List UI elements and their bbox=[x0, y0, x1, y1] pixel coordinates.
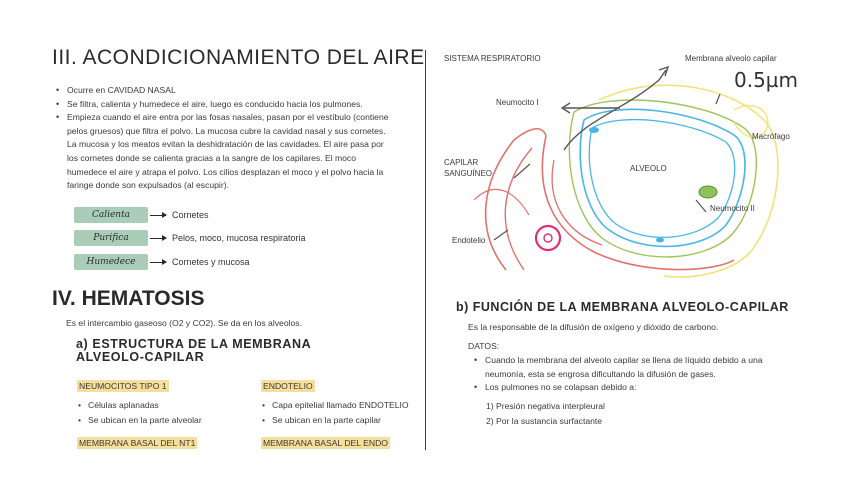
label-sanguineo: SANGUÍNEO bbox=[444, 169, 493, 178]
subsection-a-line1: a) ESTRUCTURA DE LA MEMBRANA bbox=[76, 337, 312, 351]
alveolo-capilar-diagram bbox=[434, 40, 848, 280]
label-endotelio: Endotelio bbox=[452, 236, 486, 245]
section-3-title: III. ACONDICIONAMIENTO DEL AIRE bbox=[52, 46, 425, 69]
tag-row-calienta bbox=[74, 207, 209, 223]
arrow-right-icon bbox=[150, 238, 166, 239]
neumocitos-list bbox=[78, 398, 202, 428]
tag-text: Cornetes y mucosa bbox=[172, 257, 250, 267]
section-4-intro: Es el intercambio gaseoso (O2 y CO2). Se da en los alveolos. bbox=[66, 318, 302, 328]
list-item: • Se filtra, calienta y humedece el aire, luego es conducido hacia los pulmones. bbox=[56, 98, 392, 112]
tag-row-purifica bbox=[74, 230, 306, 246]
tag-text: Cornetes bbox=[172, 210, 209, 220]
label-macrofago: Macrófago bbox=[752, 132, 790, 141]
list-item: • Se ubican en la parte capilar bbox=[262, 413, 409, 428]
subsection-a-line2: ALVEOLO-CAPILAR bbox=[76, 350, 205, 364]
section-3-bullets bbox=[56, 84, 392, 193]
section-b-title: b) FUNCIÓN DE LA MEMBRANA ALVEOLO-CAPILAR bbox=[456, 300, 789, 314]
list-item: • Células aplanadas bbox=[78, 398, 202, 413]
handwritten-measure: 0.5µm bbox=[734, 68, 799, 92]
highlight-endotelio: ENDOTELIO bbox=[263, 381, 313, 391]
tag-humedece: Humedece bbox=[74, 254, 148, 270]
highlight-membrana-endo: MEMBRANA BASAL DEL ENDO bbox=[263, 438, 388, 448]
arrow-right-icon bbox=[150, 262, 166, 263]
highlight-neumocitos: NEUMOCITOS TIPO 1 bbox=[79, 381, 167, 391]
label-alveolo: ALVEOLO bbox=[630, 164, 667, 173]
list-item: • Cuando la membrana del alveolo capilar se llena de líquido debido a una neumonía, esta se engrosa dificultando la difusión de gases. bbox=[474, 354, 764, 381]
tag-row-humedece bbox=[74, 254, 250, 270]
list-item: • Empieza cuando el aire entra por las fosas nasales, pasan por el vestíbulo (contiene pelos gruesos) que filtra el polvo. La mucosa cubre la cavidad nasal y sus cornetes. La mucosa y los meatos evitan la deshidratación de las cavidades. El aire pasa por los cornetes donde se calienta gracias a la sangre de los capilares. El moco humedece el aire y atrapa el polvo. Los cilios desplazan el moco y el polvo hacia la faringe donde son expulsados (al escupir). bbox=[56, 111, 392, 193]
list-item: 2) Por la sustancia surfactante bbox=[486, 415, 603, 426]
list-item: • Se ubican en la parte alveolar bbox=[78, 413, 202, 428]
arrow-right-icon bbox=[150, 215, 166, 216]
label-membrana: Membrana alveolo capilar bbox=[685, 54, 777, 63]
label-capilar: CAPILAR bbox=[444, 158, 479, 167]
datos-label: DATOS: bbox=[468, 341, 500, 351]
column-divider bbox=[425, 50, 426, 450]
list-item: 1) Presión negativa interpleural bbox=[486, 401, 605, 411]
endotelio-list bbox=[262, 398, 409, 428]
highlight-membrana-nt1: MEMBRANA BASAL DEL NT1 bbox=[79, 438, 196, 448]
label-neumocito-1: Neumocito I bbox=[496, 98, 539, 107]
datos-bullets bbox=[474, 354, 764, 395]
list-item: • Capa epitelial llamado ENDOTELIO bbox=[262, 398, 409, 413]
list-item: • Ocurre en CAVIDAD NASAL bbox=[56, 84, 392, 98]
label-neumocito-2: Neumocito II bbox=[710, 204, 755, 213]
list-item: • Los pulmones no se colapsan debido a: bbox=[474, 381, 764, 395]
subsection-a-title bbox=[76, 338, 311, 364]
tag-calienta: Calienta bbox=[74, 207, 148, 223]
diagram-title: SISTEMA RESPIRATORIO bbox=[444, 54, 541, 63]
tag-text: Pelos, moco, mucosa respiratoria bbox=[172, 233, 306, 243]
reasons-list bbox=[486, 399, 605, 428]
tag-purifica: Purifica bbox=[74, 230, 148, 246]
section-4-title: IV. HEMATOSIS bbox=[52, 287, 205, 310]
section-b-intro: Es la responsable de la difusión de oxígeno y dióxido de carbono. bbox=[468, 322, 719, 332]
